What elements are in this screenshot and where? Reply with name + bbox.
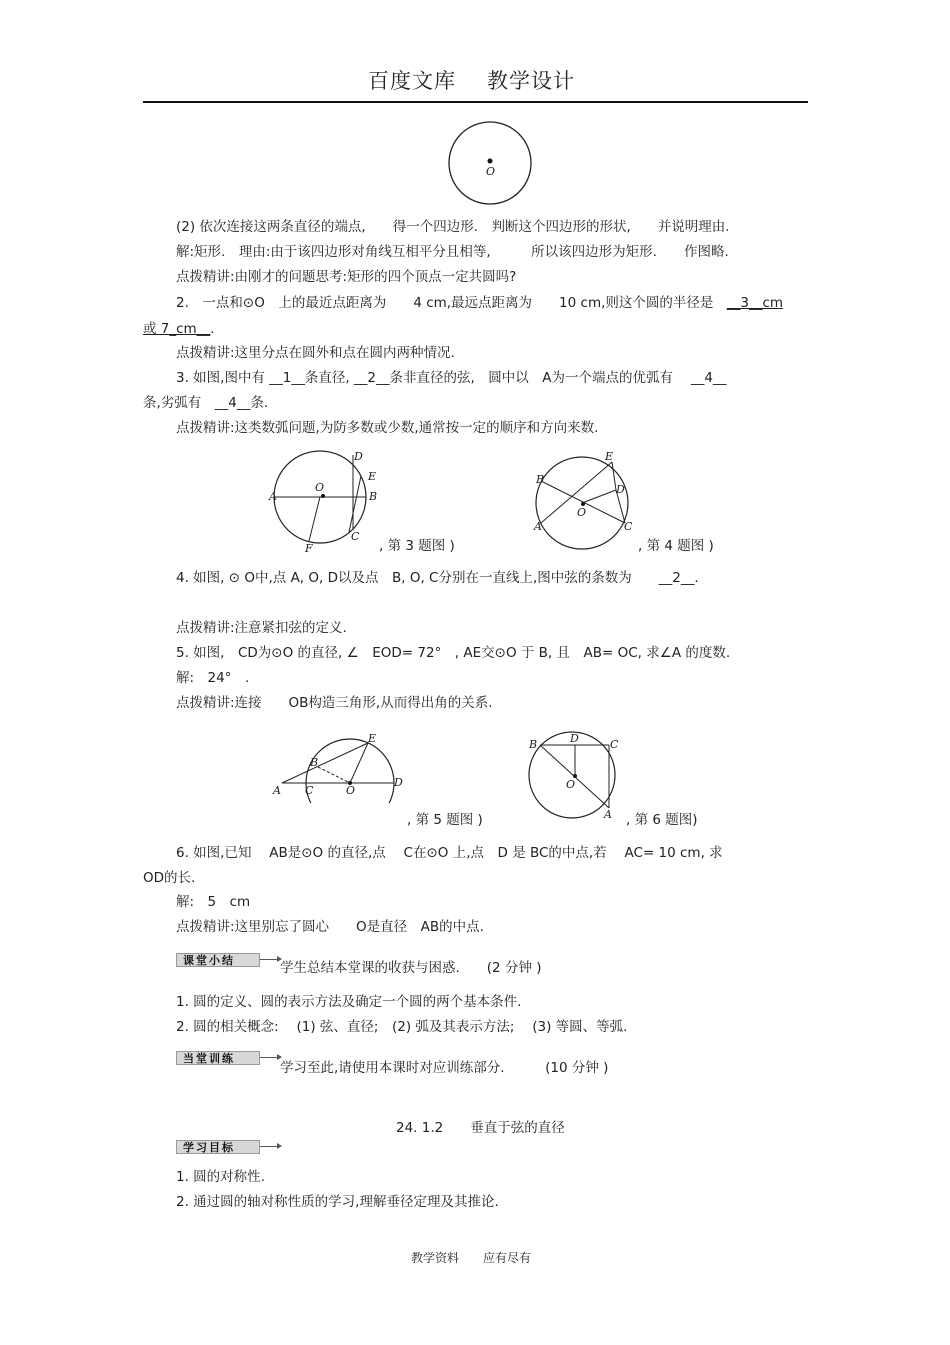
fig3-caption: , 第 3 题图 ) [379,538,455,554]
fig3-label-b: B [369,490,378,503]
fig5-label-c: C [305,784,314,797]
q3-tip: 点拨精讲:这类数弧问题,为防多数或少数,通常按一定的顺序和方向来数. [176,420,599,436]
header-left: 百度文库 [368,69,456,93]
q6-tip: 点拨精讲:这里别忘了圆心 O是直径 AB的中点. [176,919,484,935]
goals-item-1: 1. 圆的对称性. [176,1169,265,1185]
fig5-caption: , 第 5 题图 ) [407,812,483,828]
q2-tip: 点拨精讲:这里分点在圆外和点在圆内两种情况. [176,345,455,361]
q5-solution: 解: 24° . [176,670,250,686]
fig6-label-c: C [610,738,619,751]
fig4-caption: , 第 4 题图 ) [638,538,714,554]
q4-tip: 点拨精讲:注意紧扣弦的定义. [176,620,347,636]
fig4-label-d: D [616,483,625,496]
q1-solution: 解:矩形. 理由:由于该四边形对角线互相平分且相等, 所以该四边形为矩形. 作图略. [176,244,729,260]
figure-q4 [530,448,640,553]
fig5-label-a: A [273,784,281,797]
q1-tip: 点拨精讲:由刚才的问题思考:矩形的四个顶点一定共圆吗? [176,269,517,285]
fig6-label-o: O [566,778,576,791]
fig4-label-o: O [577,506,587,519]
fig5-label-e: E [368,732,377,745]
arrow-icon [260,1057,280,1058]
q2-answer-1: __3__cm [726,295,784,311]
fig5-label-o: O [346,784,356,797]
fig4-label-a: A [534,520,542,533]
fig6-label-a: A [604,808,612,820]
fig5-label-d: D [394,776,403,789]
q3-line1: 3. 如图,图中有 __1__条直径, __2__条非直径的弦, 圆中以 A为一个端点的优弧有 __4__ [176,370,727,386]
section-title: 24. 1.2 垂直于弦的直径 [396,1120,565,1136]
q5-line1: 5. 如图, CD为⊙O 的直径, ∠ EOD= 72° , AE交⊙O 于 B, 且 AB= OC, 求∠A 的度数. [176,645,731,661]
fig4-label-b: B [536,473,545,486]
q2-line2 [143,320,215,338]
fig3-label-f: F [305,542,313,555]
fig5-label-b: B [310,756,319,769]
summary-text: 学生总结本堂课的收获与困惑. (2 分钟 ) [280,960,542,976]
fig4-label-e: E [605,450,614,463]
summary-item-2: 2. 圆的相关概念: (1) 弦、直径; (2) 弧及其表示方法; (3) 等圆、等弧. [176,1019,628,1035]
figure-q5 [270,728,410,803]
q2-answer-2: 或 7_cm__ [143,321,211,337]
q4-line1: 4. 如图, ⊙ O中,点 A, O, D以及点 B, O, C分别在一直线上,图中弦的条数为 __2__. [176,570,699,586]
summary-tag-label: 课堂小结 [176,953,260,967]
goals-tag-label: 学习目标 [176,1140,260,1154]
q2-period: . [210,321,215,337]
fig3-label-c: C [351,530,360,543]
goals-item-2: 2. 通过圆的轴对称性质的学习,理解垂径定理及其推论. [176,1194,499,1210]
header-right: 教学设计 [487,69,575,93]
q5-tip: 点拨精讲:连接 OB构造三角形,从而得出角的关系. [176,695,493,711]
q1-part2: (2) 依次连接这两条直径的端点, 得一个四边形. 判断这个四边形的形状, 并说明理由. [176,219,730,235]
summary-item-1: 1. 圆的定义、圆的表示方法及确定一个圆的两个基本条件. [176,994,522,1010]
fig3-label-e: E [368,470,377,483]
fig6-label-b: B [529,738,538,751]
q6-line1: 6. 如图,已知 AB是⊙O 的直径,点 C在⊙O 上,点 D 是 BC的中点,若 AC= 10 cm, 求 [176,845,723,861]
practice-tag-label: 当堂训练 [176,1051,260,1065]
q6-solution: 解: 5 cm [176,894,251,910]
q3-line2: 条,劣弧有 __4__条. [143,395,269,411]
fig3-label-o: O [315,481,325,494]
q2-line1 [176,294,783,312]
practice-text: 学习至此,请使用本课时对应训练部分. (10 分钟 ) [280,1060,609,1076]
arrow-icon [260,959,280,960]
q2-text: 2. 一点和⊙O 上的最近点距离为 4 cm,最远点距离为 10 cm,则这个圆的半径是 [176,295,727,311]
header-rule [143,101,808,103]
q6-line2: OD的长. [143,870,196,886]
figure-q6 [522,728,627,820]
footer-text: 教学资料 应有尽有 [411,1251,532,1265]
figure-circle-o [440,115,540,210]
fig3-label-a: A [269,490,277,503]
fig3-label-d: D [354,450,363,463]
center-label: O [486,165,496,178]
fig4-label-c: C [624,520,633,533]
fig6-label-d: D [570,732,579,745]
fig6-caption: , 第 6 题图) [626,812,698,828]
arrow-icon [260,1146,280,1147]
